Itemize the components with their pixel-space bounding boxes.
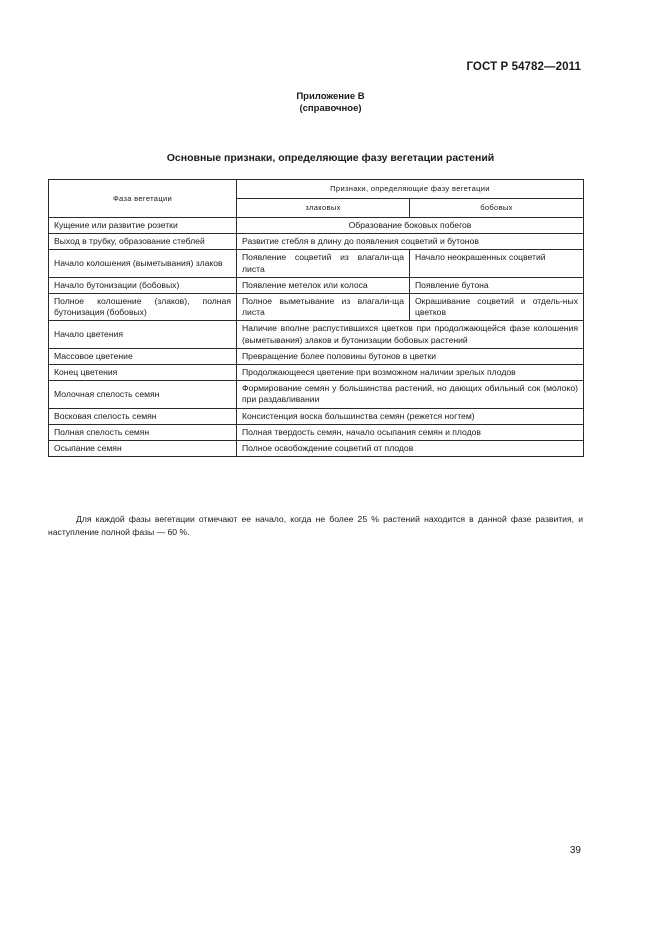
sign-cell: Наличие вполне распустившихся цветков при продолжающейся фазе колошения (выметывания) злаков и бутонизации бобовых растений — [237, 321, 584, 348]
phase-cell: Осыпание семян — [49, 441, 237, 457]
phase-cell: Начало бутонизации (бобовых) — [49, 277, 237, 293]
header-phase: Фаза вегетации — [49, 180, 237, 218]
legumes-cell: Появление бутона — [410, 277, 584, 293]
table-note: Для каждой фазы вегетации отмечают ее начало, когда не более 25 % растений находится в данной фазе развития, и наступление полной фазы — 60 %. — [48, 514, 583, 537]
legumes-cell: Начало неокрашенных соцветий — [410, 250, 584, 277]
annex-subtitle: (справочное) — [299, 103, 362, 114]
table-title: Основные признаки, определяющие фазу вегетации растений — [166, 152, 495, 164]
legumes-cell: Окрашивание соцветий и отдель-ных цветков — [410, 294, 584, 321]
cereals-cell: Полное выметывание из влагали-ща листа — [237, 294, 410, 321]
table-row — [49, 348, 584, 364]
table-row — [49, 408, 584, 424]
sign-cell: Полная твердость семян, начало осыпания семян и плодов — [237, 424, 584, 440]
table-row — [49, 234, 584, 250]
cereals-cell: Появление соцветий из влагали-ща листа — [237, 250, 410, 277]
table-row — [49, 441, 584, 457]
table-row — [49, 321, 584, 348]
vegetation-phase-table — [48, 179, 584, 457]
table-row — [49, 294, 584, 321]
table-row — [49, 365, 584, 381]
phase-cell: Кущение или развитие розетки — [49, 218, 237, 234]
annex-title: Приложение В — [296, 91, 365, 102]
cereals-cell: Появление метелок или колоса — [237, 277, 410, 293]
sign-cell: Образование боковых побегов — [237, 218, 584, 234]
page-number: 39 — [569, 845, 581, 856]
phase-cell: Массовое цветение — [49, 348, 237, 364]
header-signs: Признаки, определяющие фазу вегетации — [237, 180, 584, 199]
header-cereals: злаковых — [237, 199, 410, 218]
sign-cell: Превращение более половины бутонов в цветки — [237, 348, 584, 364]
phase-cell: Начало цветения — [49, 321, 237, 348]
phase-cell: Конец цветения — [49, 365, 237, 381]
table-row — [49, 218, 584, 234]
phase-cell: Молочная спелость семян — [49, 381, 237, 408]
phase-cell: Полное колошение (злаков), полная бутонизация (бобовых) — [49, 294, 237, 321]
annex-heading — [0, 91, 661, 115]
sign-cell: Продолжающееся цветение при возможном наличии зрелых плодов — [237, 365, 584, 381]
header-legumes: бобовых — [410, 199, 584, 218]
sign-cell: Консистенция воска большинства семян (режется ногтем) — [237, 408, 584, 424]
sign-cell: Полное освобождение соцветий от плодов — [237, 441, 584, 457]
phase-cell: Выход в трубку, образование стеблей — [49, 234, 237, 250]
phase-cell: Восковая спелость семян — [49, 408, 237, 424]
standard-designation: ГОСТ Р 54782—2011 — [466, 61, 581, 73]
phase-cell: Начало колошения (выметывания) злаков — [49, 250, 237, 277]
phase-cell: Полная спелость семян — [49, 424, 237, 440]
table-row — [49, 381, 584, 408]
table-row — [49, 424, 584, 440]
table-row — [49, 277, 584, 293]
sign-cell: Формирование семян у большинства растений, но дающих обильный сок (молоко) при раздавливании — [237, 381, 584, 408]
table-row — [49, 250, 584, 277]
sign-cell: Развитие стебля в длину до появления соцветий и бутонов — [237, 234, 584, 250]
table-header-row — [49, 180, 584, 199]
